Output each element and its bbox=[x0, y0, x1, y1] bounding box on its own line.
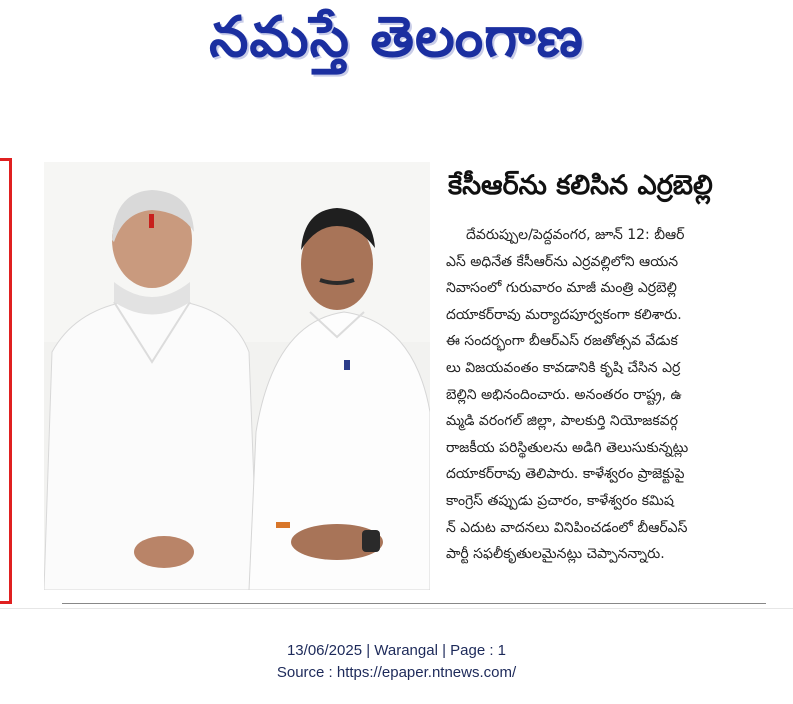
two-men-photo-illustration bbox=[44, 162, 430, 590]
body-line: కాంగ్రెస్ తప్పుడు ప్రచారం, కాళేశ్వరం కమిష bbox=[446, 492, 674, 509]
newspaper-title: నమస్తే తెలంగాణ bbox=[209, 4, 584, 70]
clipping-bottom-edge bbox=[0, 608, 793, 624]
news-photo bbox=[44, 162, 430, 590]
body-line: ఎస్ అధినేత కేసీఆర్‌ను ఎర్రవల్లిలోని ఆయన bbox=[446, 253, 679, 270]
body-line: రాజకీయ పరిస్థితులను అడిగి తెలుసుకున్నట్లు bbox=[446, 439, 689, 456]
body-line: లు విజయవంతం కావడానికి కృషి చేసిన ఎర్ర bbox=[446, 359, 681, 376]
left-red-border bbox=[0, 158, 12, 604]
clipping-footer bbox=[0, 640, 793, 684]
body-line: నివాసంలో గురువారం మాజీ మంత్రి ఎర్రబెల్లి bbox=[446, 280, 677, 297]
article-headline: కేసీఆర్‌ను కలిసిన ఎర్రబెల్లి bbox=[448, 170, 713, 201]
masthead bbox=[0, 4, 793, 84]
body-line: ఈ సందర్భంగా బీఆర్‌ఎస్ రజతోత్సవ వేడుక bbox=[446, 333, 678, 350]
edition-meta: 13/06/2025 | Warangal | Page : 1 bbox=[286, 642, 507, 659]
bottom-divider bbox=[62, 603, 766, 604]
body-line: న్ ఎదుట వాదనలు వినిపించడంలో బీఆర్‌ఎస్ bbox=[446, 519, 688, 536]
body-line: బెల్లిని అభినందించారు. అనంతరం రాష్ట్ర, ఉ bbox=[446, 386, 682, 403]
body-line: దేవరుప్పుల/పెద్దవంగర, జూన్ 12: బీఆర్ bbox=[466, 227, 685, 243]
source-link[interactable]: Source : https://epaper.ntnews.com/ bbox=[276, 664, 517, 681]
body-line: దయాకర్‌రావు తెలిపారు. కాళేశ్వరం ప్రాజెక్టుపై bbox=[446, 466, 685, 483]
body-line: మ్మడి వరంగల్ జిల్లా, పాలకుర్తి నియోజకవర్గ bbox=[446, 413, 678, 430]
body-line: దయాకర్‌రావు మర్యాదపూర్వకంగా కలిశారు. bbox=[446, 306, 682, 323]
article-body bbox=[446, 222, 766, 592]
body-line: పార్టీ సఫలీకృతులమైనట్లు చెప్పానన్నారు. bbox=[446, 546, 665, 563]
